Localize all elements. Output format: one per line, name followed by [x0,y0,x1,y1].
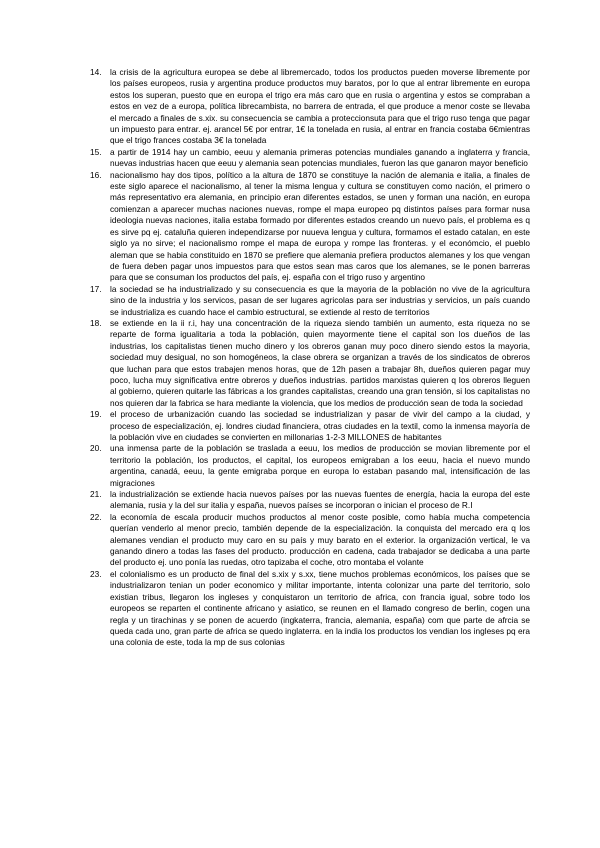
item-text: la sociedad se ha industrializado y su consecuencia es que la mayoria de la población no vive de la agricultura sino de la industria y los servicos, pasan de ser lugares agricolas para ser industrias y servicios, un país cuando se industrializa es cuando hace el cambio estructural, se extiende al resto de territorios [110,283,530,317]
item-number: 19. [90,409,102,420]
item-number: 22. [90,511,102,522]
item-text: la economía de escala producir muchos productos al menor coste posible, como había mucha competencia querían venderlo al menor precio, también depende de la especialización. la conquista del mercado era q los alemanes vendian el producto muy caro en su país y muy barato en el exterior. la organización vertical, le va ganando dinero a todas las fases del producto. producción en cadena, cada trabajador se dedicaba a una parte del producto ej. uno ponía las ruedas, otro tapizaba el coche, otro montaba el volante [110,511,530,568]
item-text: se extiende en la ii r.i, hay una concentración de la riqueza siendo también un aumento, esta riqueza no se reparte de forma igualitaria a toda la población, quien mayormente tiene el capital son los dueños de las industrias, los capitalistas tienen mucho dinero y los obreros ganan muy poco dinero siendo estos la mayoria, sociedad muy desigual, no son homogéneos, la clase obrera se organizan a través de los sindicatos de obreros que luchan para que estos trabajen menos horas, que de 12h pasen a trabajar 8h, dueños quieren pagar muy poco, lucha muy significativa entre obreros y dueños industrias. partidos marxistas quieren q los obreros lleguen al gobierno, quieren quitarle las fábricas a los grandes capitalistas, creando una gran tensión, si los capitalistas no nos quieren dar la fabrica se hara mediante la violencia, que los medios de producción sean de toda la sociedad [110,317,530,408]
item-number: 21. [90,489,102,500]
list-item [90,67,530,147]
list-item [90,489,530,512]
list-item [90,443,530,489]
item-number: 14. [90,67,102,77]
list-item [90,318,530,409]
item-text: a partir de 1914 hay un cambio, eeuu y alemania primeras potencias mundiales ganando a inglaterra y francia, nuevas industrias hacen que eeuu y alemania sean potencias mundiales, fueron las que ganaron mayor beneficio [110,146,530,169]
item-text: la crisis de la agricultura europea se debe al libremercado, todos los productos pueden moverse libremente por los países europeos, rusia y argentina produce productos muy baratos, por lo que al entrar libremente en europa estos los superan, puesto que en europa el trigo era más caro que en rusia o argentina y estos se compraban a estos en vez de a europa, política librecambista, no barrera de entrada, el que produce a menor coste se llevaba el mercado a finales de s.xix. su consecuencia se cambia a proteccionsuta para que el trigo ruso tenga que pagar un impuesto para entrar. ej. arancel 5€ por entrar, 1€ la tonelada en rusia, al entrar en francia costaba 6€mientras que el trigo frances costaba 3€ la tonelada [110,67,530,146]
item-text: una inmensa parte de la población se traslada a eeuu, los medios de producción se movian libremente por el territorio la población, los productos, el capital, los europeos emigraban a los eeuu, hacia el nuevo mundo argentina, canadá, eeuu, la gente emigraba porque en europa lo estaban pasando mal, intensificación de las migraciones [110,443,530,488]
numbered-list [90,67,530,649]
item-text: la industrialización se extiende hacia nuevos países por las nuevas fuentes de energía, hacia la europa del este alemania, rusia y la del sur italia y españa, nuevos países se incorporan o inician el proceso de R.I [110,489,530,511]
list-item [90,569,530,649]
item-number: 23. [90,568,102,579]
item-text: nacionalismo hay dos tipos, político a la altura de 1870 se constituye la nación de alemania e italia, a finales de este siglo aparece el nacionalismo, al tener la misma lengua y cultura se constituyen como nación, el primero o más representativo era alemania, en principio eran diferentes estados, se unen y forman una nación, en europa comienzan a aparecer muchas naciones nuevas, rompe el mapa europeo pq distintos países para formar nusa ideologia nuevas naciones, italia estaba formado por diferentes estados creando un nuevo país, el problema es q es sirve pq ej. cataluña quieren independizarse por nuueva lengua y cultura, formamos el estado catalan, en este siglo ya no sirve; el nacionalismo rompe el mapa de europa y rompe las fronteras. y el económcio, el pueblo aleman que se habia constituido en 1870 se prefiere que alemania prefiera productos alemanes y los que vengan de fuera deben pagar unos impuestos para que estos sean mas caros que los alemanes, se le ponen barreras para que se consuman los productos del país, ej. españa con el trigo ruso y argentino [110,169,530,283]
item-number: 15. [90,146,102,157]
item-text: el colonialismo es un producto de final del s.xix y s.xx, tiene muchos problemas económicos, los países que se industrializaron tenian un poder economico y militar importante, intenta colonizar una parte del territorio, solo existian tribus, llegaron los ingleses y conquistaron un territorio de africa, con francia igual, sobre todo los europeos se reparten el continente africano y asiatico, se reunen en el llamado congreso de berlin, cogen una regla y un tirachinas y se ponen de acuerdo (ingkaterra, francia, alemania, españa) com que parte de afrcia se queda cada uno, gran parte de africa se quedo inglaterra. en la india los productos los vendian los ingleses pq era una colonia de este, toda la mp de sus colonias [110,568,530,648]
list-item [90,147,530,170]
item-number: 17. [90,283,102,294]
list-item [90,284,530,318]
list-item [90,409,530,443]
item-number: 16. [90,169,102,180]
item-number: 20. [90,443,102,454]
item-text: el proceso de urbanización cuando las sociedad se industrializan y pasar de vivir del campo a la ciudad, y proceso de especialización, ej. londres ciudad financiera, otras ciudades en la textil, como la inmensa mayoría de la población vive en ciudades se convierten en millonarias 1-2-3 MILLONES de habitantes [110,409,530,442]
item-number: 18. [90,317,102,328]
list-item [90,170,530,284]
list-item [90,512,530,569]
